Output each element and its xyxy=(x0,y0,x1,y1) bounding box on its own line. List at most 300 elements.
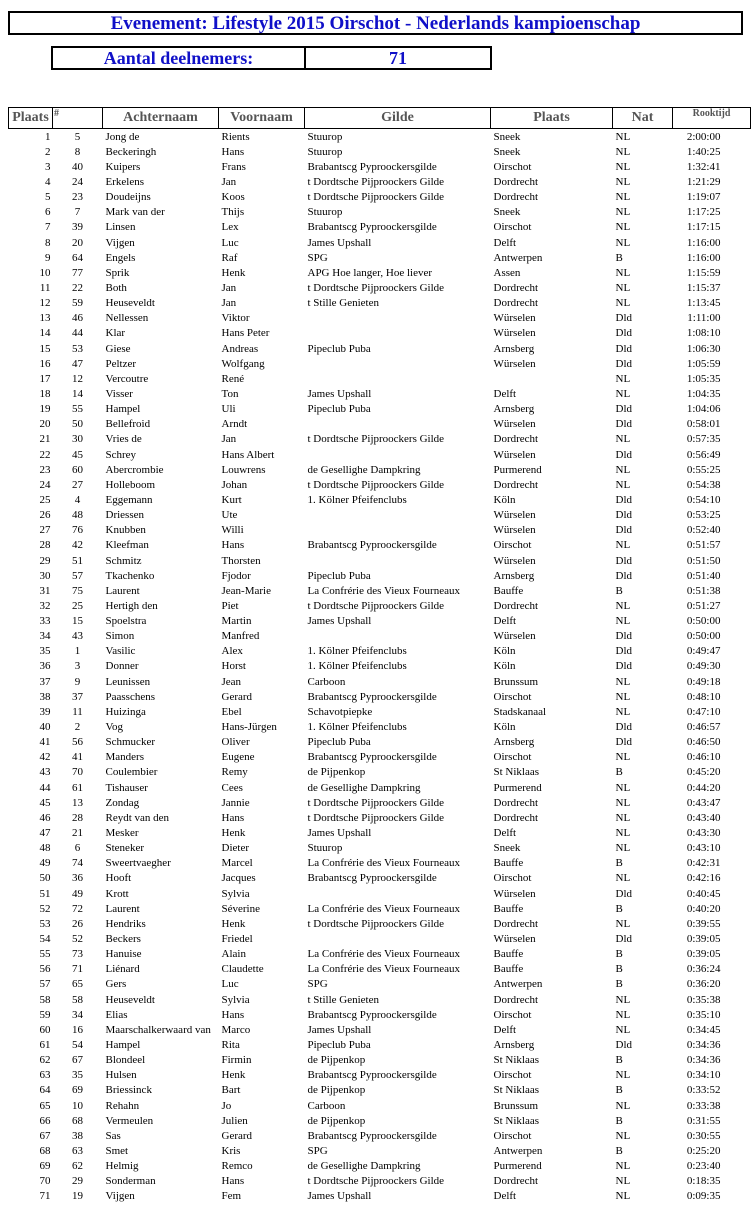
cell-number: 75 xyxy=(72,584,83,597)
table-row xyxy=(9,735,751,750)
cell-plaats: 14 xyxy=(39,327,51,340)
cell-voornaam: Firmin xyxy=(221,1054,252,1067)
cell-achternaam: Vries de xyxy=(105,433,142,446)
cell-voornaam: Johan xyxy=(221,478,248,491)
cell-nat: Dld xyxy=(615,569,632,582)
cell-nat: B xyxy=(615,1054,623,1067)
results-body xyxy=(9,129,751,1204)
cell-city: Brunssum xyxy=(493,675,539,688)
cell-number: 72 xyxy=(72,902,83,915)
table-row xyxy=(9,265,751,280)
cell-voornaam: Viktor xyxy=(221,312,250,325)
cell-achternaam: Vijgen xyxy=(105,236,135,249)
cell-rooktijd: 1:32:41 xyxy=(686,160,721,173)
cell-city: Arnsberg xyxy=(493,736,535,749)
table-row xyxy=(9,447,751,462)
cell-gilde: Brabantscg Pyproockersgilde xyxy=(307,160,437,173)
cell-nat: NL xyxy=(615,917,631,930)
cell-achternaam: Vermeulen xyxy=(105,1114,154,1127)
cell-achternaam: Hooft xyxy=(105,872,132,885)
cell-number: 24 xyxy=(72,175,83,188)
cell-voornaam: Jo xyxy=(221,1099,232,1112)
table-row xyxy=(9,644,751,659)
table-row xyxy=(9,144,751,159)
cell-nat: Dld xyxy=(615,630,632,643)
cell-city: Sneek xyxy=(493,130,521,143)
cell-rooktijd: 0:49:47 xyxy=(686,645,721,658)
cell-plaats: 56 xyxy=(39,963,51,976)
cell-voornaam: Louwrens xyxy=(221,463,266,476)
cell-voornaam: Raf xyxy=(221,251,238,264)
cell-rooktijd: 0:50:00 xyxy=(686,630,721,643)
cell-voornaam: Kris xyxy=(221,1144,241,1157)
cell-gilde: t Dordtsche Pijproockers Gilde xyxy=(307,811,445,824)
cell-rooktijd: 0:55:25 xyxy=(686,463,721,476)
cell-plaats: 40 xyxy=(39,721,51,734)
cell-rooktijd: 1:04:35 xyxy=(686,387,721,400)
cell-city: Stadskanaal xyxy=(493,705,547,718)
cell-achternaam: Hertigh den xyxy=(105,599,158,612)
cell-number: 59 xyxy=(72,297,83,310)
table-row xyxy=(9,1022,751,1037)
table-row xyxy=(9,614,751,629)
cell-nat: NL xyxy=(615,281,631,294)
table-row xyxy=(9,462,751,477)
cell-number: 10 xyxy=(72,1099,83,1112)
cell-achternaam: Giese xyxy=(105,342,131,355)
cell-gilde: Brabantscg Pyproockersgilde xyxy=(307,690,437,703)
cell-achternaam: Knubben xyxy=(105,524,146,537)
cell-city: Delft xyxy=(493,1023,517,1036)
cell-number: 52 xyxy=(72,933,83,946)
cell-achternaam: Schrey xyxy=(105,448,137,461)
cell-voornaam: Hans Peter xyxy=(221,327,270,340)
cell-voornaam: Henk xyxy=(221,266,246,279)
cell-voornaam: Thorsten xyxy=(221,554,261,567)
cell-city xyxy=(491,371,613,386)
cell-plaats: 29 xyxy=(39,554,51,567)
cell-plaats: 42 xyxy=(39,751,51,764)
cell-voornaam: Gerard xyxy=(221,1129,253,1142)
cell-achternaam: Vasilic xyxy=(105,645,136,658)
cell-plaats: 38 xyxy=(39,690,51,703)
cell-gilde: de Gesellighe Dampkring xyxy=(307,1160,421,1173)
cell-rooktijd: 0:49:18 xyxy=(686,675,721,688)
cell-voornaam: Alex xyxy=(221,645,243,658)
table-row xyxy=(9,583,751,598)
cell-rooktijd: 0:34:36 xyxy=(686,1039,721,1051)
cell-number: 55 xyxy=(72,403,83,416)
cell-city: Dordrecht xyxy=(493,1175,539,1188)
cell-number: 23 xyxy=(72,191,83,204)
cell-achternaam: Steneker xyxy=(105,842,144,855)
cell-rooktijd: 1:05:35 xyxy=(686,372,721,385)
cell-achternaam: Leunissen xyxy=(105,675,151,688)
cell-gilde: Carboon xyxy=(307,675,346,688)
cell-nat: Dld xyxy=(615,312,632,325)
cell-gilde: La Confrérie des Vieux Fourneaux xyxy=(307,948,460,961)
cell-city: Dordrecht xyxy=(493,433,539,446)
cell-number: 43 xyxy=(72,630,83,643)
table-row xyxy=(9,296,751,311)
cell-plaats: 4 xyxy=(45,175,51,188)
cell-rooktijd: 0:51:40 xyxy=(686,569,721,582)
cell-rooktijd: 0:33:52 xyxy=(686,1084,721,1097)
table-row xyxy=(9,795,751,810)
cell-rooktijd: 0:45:20 xyxy=(686,766,721,779)
cell-plaats: 68 xyxy=(39,1144,51,1157)
cell-city: Würselen xyxy=(493,418,536,431)
cell-plaats: 9 xyxy=(45,251,51,264)
cell-achternaam: Holleboom xyxy=(105,478,155,491)
cell-gilde: t Dordtsche Pijproockers Gilde xyxy=(307,917,445,930)
cell-voornaam: Hans xyxy=(221,1008,245,1021)
cell-number: 12 xyxy=(72,372,83,385)
cell-city: Köln xyxy=(493,493,516,506)
cell-gilde: SPG xyxy=(307,251,328,264)
cell-plaats: 15 xyxy=(39,342,51,355)
cell-number: 51 xyxy=(72,554,83,567)
cell-achternaam: Schmitz xyxy=(105,554,142,567)
cell-voornaam: Jean xyxy=(221,675,242,688)
table-row xyxy=(9,508,751,523)
cell-voornaam: Henk xyxy=(221,827,246,840)
cell-city: Dordrecht xyxy=(493,917,539,930)
cell-voornaam: Oliver xyxy=(221,736,250,749)
cell-rooktijd: 0:54:38 xyxy=(686,478,721,491)
cell-voornaam: Cees xyxy=(221,781,243,794)
cell-gilde: Stuurop xyxy=(307,206,343,219)
cell-number: 25 xyxy=(72,599,83,612)
cell-achternaam: Coulembier xyxy=(105,766,158,779)
cell-number: 70 xyxy=(72,766,83,779)
cell-city: Dordrecht xyxy=(493,796,539,809)
cell-rooktijd: 0:36:24 xyxy=(686,963,721,976)
cell-voornaam: Dieter xyxy=(221,842,249,855)
cell-gilde: Pipeclub Puba xyxy=(307,569,371,582)
cell-number: 44 xyxy=(72,327,83,340)
cell-voornaam: Thijs xyxy=(221,206,245,219)
cell-voornaam: Hans xyxy=(221,1175,245,1188)
col-nat-header: Nat xyxy=(613,108,673,129)
cell-rooktijd: 1:13:45 xyxy=(686,297,721,310)
cell-gilde: Brabantscg Pyproockersgilde xyxy=(307,1069,437,1082)
table-row xyxy=(9,477,751,492)
cell-nat: NL xyxy=(615,1099,631,1112)
cell-city: Köln xyxy=(493,645,516,658)
cell-plaats: 49 xyxy=(39,857,51,870)
cell-plaats: 62 xyxy=(39,1054,51,1067)
cell-city: Würselen xyxy=(493,327,536,340)
cell-gilde: APG Hoe langer, Hoe liever xyxy=(307,266,432,279)
cell-number: 37 xyxy=(72,690,83,703)
cell-gilde xyxy=(305,886,491,901)
cell-number: 62 xyxy=(72,1160,83,1173)
cell-gilde: Schavotpiepke xyxy=(307,705,373,718)
cell-rooktijd: 0:09:35 xyxy=(686,1190,721,1203)
cell-plaats: 21 xyxy=(39,433,51,446)
cell-rooktijd: 1:16:00 xyxy=(686,236,721,249)
cell-rooktijd: 1:08:10 xyxy=(686,327,721,340)
cell-voornaam: Julien xyxy=(221,1114,248,1127)
cell-rooktijd: 1:40:25 xyxy=(686,145,721,158)
cell-achternaam: Both xyxy=(105,281,127,294)
cell-nat: NL xyxy=(615,221,631,234)
cell-city: Würselen xyxy=(493,887,536,900)
table-row xyxy=(9,962,751,977)
cell-plaats: 60 xyxy=(39,1023,51,1036)
col-plaats-header: Plaats xyxy=(9,108,53,129)
cell-nat: Dld xyxy=(615,327,632,340)
cell-number: 2 xyxy=(74,721,81,734)
table-row xyxy=(9,523,751,538)
cell-gilde: t Dordtsche Pijproockers Gilde xyxy=(307,478,445,491)
table-row xyxy=(9,129,751,145)
cell-city: Oirschot xyxy=(493,1129,532,1142)
cell-city: St Niklaas xyxy=(493,1114,540,1127)
cell-nat: B xyxy=(615,251,623,264)
cell-number: 41 xyxy=(72,751,83,764)
cell-rooktijd: 1:19:07 xyxy=(686,191,721,204)
cell-achternaam: Rehahn xyxy=(105,1099,140,1112)
cell-plaats: 35 xyxy=(39,645,51,658)
cell-nat: Dld xyxy=(615,933,632,946)
cell-city: Delft xyxy=(493,827,517,840)
cell-voornaam: Hans-Jürgen xyxy=(221,721,277,734)
cell-rooktijd: 0:52:40 xyxy=(686,524,721,537)
cell-achternaam: Liénard xyxy=(105,963,140,976)
cell-nat: NL xyxy=(615,478,631,491)
table-row xyxy=(9,402,751,417)
cell-city: Brunssum xyxy=(493,1099,539,1112)
cell-nat: B xyxy=(615,902,623,915)
cell-gilde: James Upshall xyxy=(307,1023,372,1036)
cell-rooktijd: 0:23:40 xyxy=(686,1160,721,1173)
cell-plaats: 66 xyxy=(39,1114,51,1127)
cell-achternaam: Heuseveldt xyxy=(105,993,155,1006)
cell-rooktijd: 0:34:45 xyxy=(686,1023,721,1036)
cell-number: 7 xyxy=(74,206,81,219)
cell-achternaam: Spoelstra xyxy=(105,615,147,628)
cell-nat: NL xyxy=(615,827,631,840)
cell-nat: Dld xyxy=(615,357,632,370)
cell-achternaam: Helmig xyxy=(105,1160,139,1173)
cell-rooktijd: 1:17:25 xyxy=(686,206,721,219)
cell-voornaam: Luc xyxy=(221,236,239,249)
cell-voornaam: Fem xyxy=(221,1190,242,1203)
cell-city: Oirschot xyxy=(493,539,532,552)
cell-achternaam: Donner xyxy=(105,660,139,673)
table-row xyxy=(9,841,751,856)
table-row xyxy=(9,977,751,992)
cell-nat: Dld xyxy=(615,660,632,673)
cell-number: 29 xyxy=(72,1175,83,1188)
cell-plaats: 2 xyxy=(45,145,51,158)
table-row xyxy=(9,553,751,568)
cell-voornaam: Kurt xyxy=(221,493,242,506)
cell-number: 28 xyxy=(72,811,83,824)
cell-achternaam: Jong de xyxy=(105,130,140,143)
cell-voornaam: Sylvia xyxy=(221,887,250,900)
cell-gilde: Stuurop xyxy=(307,145,343,158)
cell-nat: NL xyxy=(615,1129,631,1142)
cell-nat: NL xyxy=(615,175,631,188)
cell-number: 50 xyxy=(72,418,83,431)
cell-plaats: 16 xyxy=(39,357,51,370)
cell-rooktijd: 1:05:59 xyxy=(686,357,721,370)
cell-voornaam: Wolfgang xyxy=(221,357,265,370)
cell-voornaam: Jannie xyxy=(221,796,250,809)
cell-number: 77 xyxy=(72,266,83,279)
cell-plaats: 69 xyxy=(39,1160,51,1173)
cell-plaats: 52 xyxy=(39,902,51,915)
cell-nat: B xyxy=(615,857,623,870)
cell-nat: NL xyxy=(615,236,631,249)
cell-nat: NL xyxy=(615,811,631,824)
cell-gilde: La Confrérie des Vieux Fourneaux xyxy=(307,963,460,976)
cell-city: Antwerpen xyxy=(493,978,543,991)
cell-achternaam: Reydt van den xyxy=(105,811,170,824)
cell-nat: Dld xyxy=(615,554,632,567)
cell-nat: Dld xyxy=(615,342,632,355)
cell-city: Oirschot xyxy=(493,1008,532,1021)
cell-nat: B xyxy=(615,584,623,597)
cell-rooktijd: 0:40:45 xyxy=(686,887,721,900)
cell-rooktijd: 0:50:00 xyxy=(686,615,721,628)
cell-gilde: James Upshall xyxy=(307,236,372,249)
cell-rooktijd: 0:25:20 xyxy=(686,1144,721,1157)
cell-plaats: 44 xyxy=(39,781,51,794)
cell-plaats: 17 xyxy=(39,372,51,385)
cell-plaats: 25 xyxy=(39,493,51,506)
cell-city: Sneek xyxy=(493,206,521,219)
table-row xyxy=(9,174,751,189)
cell-rooktijd: 0:31:55 xyxy=(686,1114,721,1127)
cell-achternaam: Hulsen xyxy=(105,1069,137,1082)
cell-plaats: 46 xyxy=(39,811,51,824)
cell-gilde: La Confrérie des Vieux Fourneaux xyxy=(307,857,460,870)
cell-rooktijd: 0:46:57 xyxy=(686,721,721,734)
cell-gilde: de Gesellighe Dampkring xyxy=(307,781,421,794)
cell-city: Delft xyxy=(493,1190,517,1203)
cell-voornaam: Frans xyxy=(221,160,246,173)
cell-nat: NL xyxy=(615,297,631,310)
table-row xyxy=(9,901,751,916)
cell-plaats: 45 xyxy=(39,796,51,809)
cell-achternaam: Elias xyxy=(105,1008,128,1021)
table-row xyxy=(9,250,751,265)
cell-nat: NL xyxy=(615,751,631,764)
cell-nat: B xyxy=(615,948,623,961)
table-row xyxy=(9,1143,751,1158)
cell-rooktijd: 0:46:10 xyxy=(686,751,721,764)
cell-rooktijd: 0:48:10 xyxy=(686,690,721,703)
cell-number: 6 xyxy=(74,842,81,855)
cell-achternaam: Linsen xyxy=(105,221,136,234)
cell-city: Würselen xyxy=(493,630,536,643)
cell-gilde xyxy=(305,553,491,568)
cell-number: 65 xyxy=(72,978,83,991)
cell-nat: NL xyxy=(615,539,631,552)
cell-nat: Dld xyxy=(615,736,632,749)
table-row xyxy=(9,1083,751,1098)
cell-gilde: Brabantscg Pyproockersgilde xyxy=(307,1129,437,1142)
cell-nat: Dld xyxy=(615,721,632,734)
cell-city: Würselen xyxy=(493,357,536,370)
cell-plaats: 28 xyxy=(39,539,51,552)
cell-gilde: t Stille Genieten xyxy=(307,993,379,1006)
cell-gilde: t Stille Genieten xyxy=(307,297,379,310)
cell-number: 54 xyxy=(72,1039,83,1051)
cell-number: 9 xyxy=(74,675,81,688)
cell-rooktijd: 0:42:16 xyxy=(686,872,721,885)
cell-city: Purmerend xyxy=(493,1160,542,1173)
cell-nat: Dld xyxy=(615,887,632,900)
cell-achternaam: Schmucker xyxy=(105,736,155,749)
cell-nat: NL xyxy=(615,1190,631,1203)
cell-gilde: t Dordtsche Pijproockers Gilde xyxy=(307,1175,445,1188)
cell-nat: NL xyxy=(615,1175,631,1188)
cell-voornaam: Martin xyxy=(221,615,252,628)
cell-plaats: 20 xyxy=(39,418,51,431)
cell-number: 58 xyxy=(72,993,83,1006)
cell-city: Oirschot xyxy=(493,872,532,885)
cell-city: Bauffe xyxy=(493,584,524,597)
cell-achternaam: Manders xyxy=(105,751,144,764)
cell-city: Würselen xyxy=(493,509,536,522)
table-row xyxy=(9,432,751,447)
cell-plaats: 31 xyxy=(39,584,51,597)
cell-nat: B xyxy=(615,766,623,779)
cell-voornaam: René xyxy=(221,372,245,385)
cell-voornaam: Rients xyxy=(221,130,250,143)
cell-achternaam: Paasschens xyxy=(105,690,155,703)
cell-city: Bauffe xyxy=(493,948,524,961)
cell-number: 38 xyxy=(72,1129,83,1142)
cell-rooktijd: 0:33:38 xyxy=(686,1099,721,1112)
cell-gilde: de Gesellighe Dampkring xyxy=(307,463,421,476)
cell-gilde: Brabantscg Pyproockersgilde xyxy=(307,539,437,552)
table-row xyxy=(9,311,751,326)
table-row xyxy=(9,674,751,689)
cell-plaats: 1 xyxy=(45,130,51,143)
cell-voornaam: Gerard xyxy=(221,690,253,703)
cell-voornaam: Ton xyxy=(221,387,239,400)
cell-city: Antwerpen xyxy=(493,251,543,264)
cell-gilde xyxy=(305,326,491,341)
cell-city: Assen xyxy=(493,266,521,279)
cell-voornaam: Marco xyxy=(221,1023,251,1036)
cell-achternaam: Kleefman xyxy=(105,539,149,552)
table-row xyxy=(9,1113,751,1128)
cell-number: 34 xyxy=(72,1008,83,1021)
cell-rooktijd: 0:53:25 xyxy=(686,509,721,522)
cell-nat: B xyxy=(615,963,623,976)
cell-plaats: 36 xyxy=(39,660,51,673)
cell-voornaam: Manfred xyxy=(221,630,260,643)
cell-city: Köln xyxy=(493,721,516,734)
cell-nat: B xyxy=(615,1084,623,1097)
cell-gilde xyxy=(305,371,491,386)
cell-achternaam: Hanuise xyxy=(105,948,142,961)
cell-number: 13 xyxy=(72,796,83,809)
cell-nat: NL xyxy=(615,615,631,628)
cell-achternaam: Simon xyxy=(105,630,135,643)
cell-voornaam: Eugene xyxy=(221,751,255,764)
cell-plaats: 58 xyxy=(39,993,51,1006)
cell-number: 36 xyxy=(72,872,83,885)
cell-city: Oirschot xyxy=(493,221,532,234)
